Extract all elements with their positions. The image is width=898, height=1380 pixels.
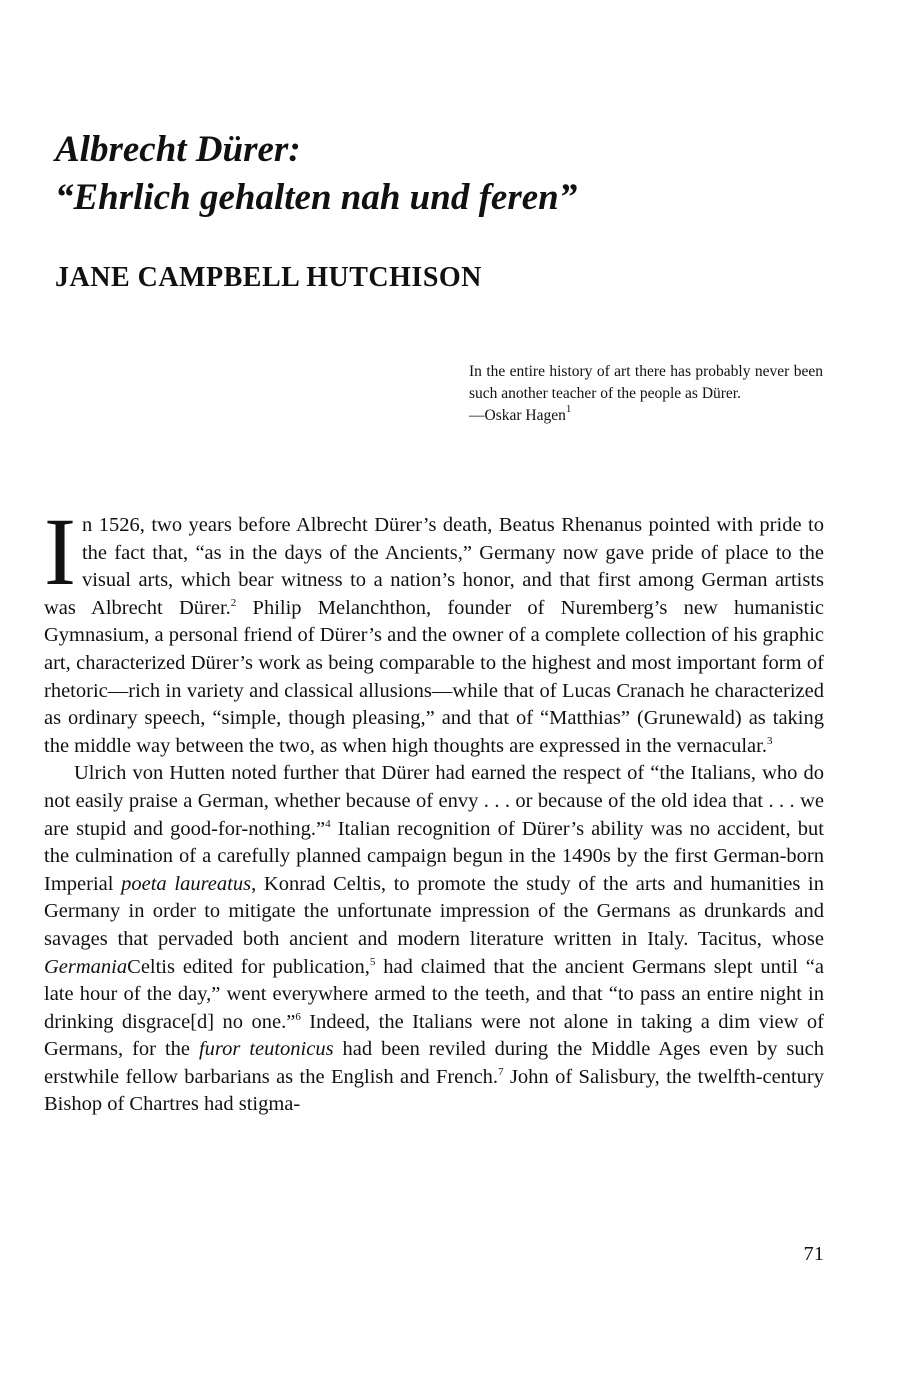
title-line-2: “Ehrlich gehalten nah und feren” [55,177,578,218]
body-paragraph-1 [44,498,824,760]
epigraph-attribution-text: —Oskar Hagen [469,407,566,424]
paragraph-text: Indeed, the Italians were not alone in taking a dim view of Germans, for the [44,1010,824,1061]
author-name: JANE CAMPBELL HUTCHISON [55,262,482,293]
drop-cap: I [44,498,76,605]
footnote-marker: 7 [498,1065,504,1078]
footnote-marker: 6 [295,1010,301,1023]
page-number: 71 [803,1243,824,1265]
body-paragraph-2 [44,760,824,1119]
paragraph-text: Italian recognition of Dürer’s ability was no accident, but the culmination of a carefully planned campaign begun in the 1490s by the first German-born Imperial [44,817,824,895]
italic-term: furor teutonicus [198,1038,334,1061]
epigraph-attribution [469,405,823,427]
article-body [44,498,825,1119]
paragraph-text: had claimed that the ancient Germans slept until “a late hour of the day,” went everywhere armed to the teeth, and that “to pass an entire night in drinking disgrace[d] no one.” [44,955,825,1033]
paragraph-text: , Konrad Celtis, to promote the study of the arts and humanities in Germany in order to mitigate the unfortunate impression of the Germans as drunkards and savages that pervaded both ancient and modern literature written in Italy. Tacitus, whose [44,872,824,950]
paragraph-text: n 1526, two years before Albrecht Dürer’s death, Beatus Rhenanus pointed with pride to the fact that, “as in the days of the Ancients,” Germany now gave pride of place to the visual arts, which bear witness to a nation’s honor, and that first among German artists was Albrecht Dürer. [44,514,824,619]
footnote-marker: 4 [325,817,331,830]
epigraph [469,361,823,427]
paragraph-text: Celtis edited for publication, [127,955,370,978]
italic-term: Germania [44,955,128,978]
footnote-marker: 2 [230,596,237,609]
footnote-marker: 5 [369,955,376,968]
paragraph-text: Philip Melanchthon, founder of Nuremberg’s new humanistic Gymnasium, a personal friend of Dürer’s and the owner of a complete collection of his graphic art, characterized Dürer’s work as being comparable to the highest and most important form of rhetoric—rich in variety and classical allusions—while that of Lucas Cranach he characterized as ordinary speech, “simple, though pleasing,” and that of “Matthias” (Grunewald) as taking the middle way between the two, as when high thoughts are expressed in the vernacular. [44,596,824,757]
paragraph-text: Ulrich von Hutten noted further that Dürer had earned the respect of “the Italians, who do not easily praise a German, whether because of envy . . . or because of the old idea that . . . we are stupid and good-for-nothing.” [44,762,824,840]
article-title [55,126,855,222]
footnote-marker: 3 [766,734,773,747]
epigraph-quote: In the entire history of art there has probably never been such another teacher of the people as Dürer. [469,363,823,402]
italic-term: poeta laureatus [121,872,252,895]
paragraph-text: John of Salisbury, the twelfth-century Bishop of Chartres had stigma- [44,1065,824,1116]
footnote-marker: 1 [565,403,572,415]
paragraph-text: had been reviled during the Middle Ages even by such erstwhile fellow barbarians as the English and French. [44,1038,824,1088]
title-line-1: Albrecht Dürer: [55,129,301,170]
